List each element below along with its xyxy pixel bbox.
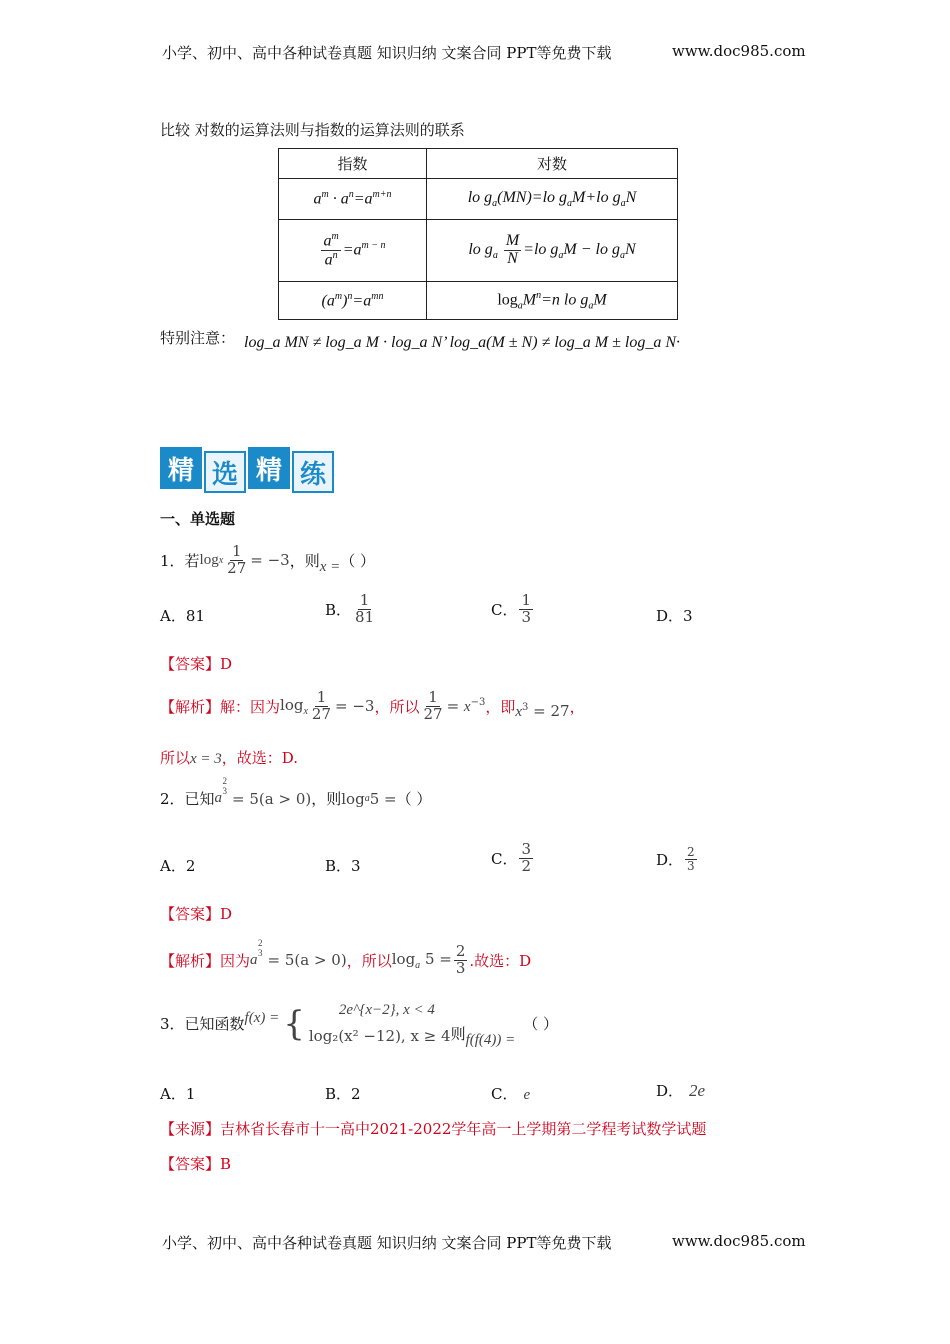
q2-analysis: 【解析】 因为 a 2 3 = 5(a > 0) ，所以 $\log_a 5$ = $\frac{2}{3}$ .故选：D [160, 937, 532, 977]
q3-number: 3．已知函数 [160, 1015, 245, 1033]
q1-option-c[interactable]: C． $\frac{1}{3}$ [491, 591, 532, 626]
q1-analysis-c: ，即 [485, 697, 516, 716]
q1-paren: （ ） [340, 551, 376, 570]
compare-title: 比较 对数的运算法则与指数的运算法则的联系 [160, 121, 465, 139]
footer-text: 小学、初中、高中各种试卷真题 知识归纳 文案合同 PPT等免费下载 [162, 1234, 612, 1252]
note-label: 特别注意： [160, 329, 236, 347]
q3-fx: f(x) = [244, 1010, 280, 1026]
note-formula: log_a MN ≠ log_a M · log_a N’ log_a(M ± N) ≠ log_a M ± log_a N· [244, 334, 681, 351]
question-1 [160, 544, 375, 577]
q3-answer: 【答案】B [160, 1155, 232, 1173]
q3-paren: （ ） [523, 1015, 559, 1033]
q2-number: 2．已知 [160, 790, 215, 808]
section-banner [160, 447, 334, 493]
q3-case-1: 2e^{x−2}, x < 4 [338, 1002, 435, 1018]
question-2: 2．已知 a 2 3 = 5(a > 0) ，则 log a 5 = （ ） [160, 776, 432, 808]
rule-log-3: $\log_aM^n=n$ lo $g_aM$ [427, 282, 678, 320]
q1-analysis-label: 【解析】 [160, 697, 221, 716]
q3-ff: f(f(4)) = [465, 1032, 516, 1048]
q2-expr: = 5(a > 0) [232, 789, 312, 808]
rule-log-2: lo $g_a$ $\frac{M}{N}$ =lo $g_aM$ − lo $g_aN$ [427, 220, 678, 282]
rule-exp-2: $\frac{a^m}{a^n}$ $=a^{m - n}$ [279, 220, 427, 282]
rule-exp-1: $a^m \cdot a^n=a^{m+n}$ [279, 179, 427, 220]
page-footer [162, 1232, 806, 1253]
q1-answer: 【答案】D [160, 655, 233, 673]
rule-log-1: lo $g_a(MN)=lo$ $g_aM+lo$ $g_aN$ [427, 179, 678, 220]
q1-fraction: $\frac{1}{27}$ [227, 542, 247, 577]
q3-option-b[interactable]: B．2 [325, 1085, 361, 1103]
q1-log: log [199, 551, 219, 568]
q1-then: ，则 [289, 551, 320, 570]
banner-char-2: 选 [204, 451, 246, 493]
q1-option-d[interactable]: D．3 [656, 607, 693, 625]
q3-case-2: log₂(x² −12), x ≥ 4 [308, 1027, 451, 1045]
header-site: www.doc985.com [672, 42, 806, 60]
q2-then: ，则 [311, 790, 342, 808]
q2-log: log [341, 789, 365, 808]
q1-analysis-d: ， [569, 697, 585, 716]
q2-option-a[interactable]: A．2 [160, 857, 196, 875]
section-title: 一、单选题 [160, 510, 236, 528]
q3-cases [309, 1002, 451, 1045]
q3-then: 则 [450, 1025, 466, 1043]
q2-option-d[interactable]: D． $\frac{2}{3}$ [656, 845, 695, 873]
q2-paren: （ ） [396, 790, 432, 808]
q2-analysis-c: .故选：D [469, 951, 532, 970]
q3-option-c[interactable]: C． e [491, 1085, 531, 1103]
q1-option-b[interactable]: B． $\frac{1}{81}$ [325, 591, 375, 626]
banner-char-1: 精 [160, 447, 202, 489]
banner-char-3: 精 [248, 447, 290, 489]
q3-option-a[interactable]: A．1 [160, 1085, 196, 1103]
q1-x-eq: x = [319, 558, 341, 575]
page-header [162, 42, 806, 63]
col-header-log: 对数 [427, 149, 678, 179]
q1-option-a[interactable]: A．81 [160, 607, 205, 625]
q2-analysis-b: ，所以 [346, 951, 392, 970]
rule-exp-3: $(a^m)^n=a^{mn}$ [279, 282, 427, 320]
question-3: 3．已知函数 f(x) = { 2e^{x−2}, x < 4 log₂(x² −12), x ≥ 4 则 f(f(4)) = （ ） [160, 1002, 559, 1048]
q2-analysis-a: 因为 [220, 951, 251, 970]
banner-char-4: 练 [292, 451, 334, 493]
col-header-exponent: 指数 [279, 149, 427, 179]
q1-analysis-b: ，所以 [374, 697, 420, 716]
q1-analysis-a: 解：因为 [220, 697, 281, 716]
q3-source: 【来源】吉林省长春市十一高中2021-2022学年高一上学期第二学程考试数学试题 [160, 1120, 707, 1138]
q3-option-d[interactable]: D． 2e [656, 1081, 706, 1100]
q1-analysis: 【解析】 解：因为 $\log_x$ $\frac{1}{27}$ = −3 ，所以 $\frac{1}{27}$ = $x^{-3}$ ，即 $x^3 = 27$ ， [160, 688, 585, 723]
rules-table [278, 148, 678, 320]
footer-site: www.doc985.com [672, 1232, 806, 1250]
q2-option-c[interactable]: C． $\frac{3}{2}$ [491, 840, 532, 875]
q1-log-base: x [218, 554, 224, 566]
q2-option-b[interactable]: B．3 [325, 857, 361, 875]
q1-analysis-line2: 所以x = 3，故选：D. [160, 749, 299, 767]
q2-answer: 【答案】D [160, 905, 233, 923]
header-text: 小学、初中、高中各种试卷真题 知识归纳 文案合同 PPT等免费下载 [162, 44, 612, 62]
q1-number: 1．若 [160, 551, 200, 570]
q2-analysis-label: 【解析】 [160, 951, 221, 970]
q1-eq: = −3 [250, 551, 290, 570]
